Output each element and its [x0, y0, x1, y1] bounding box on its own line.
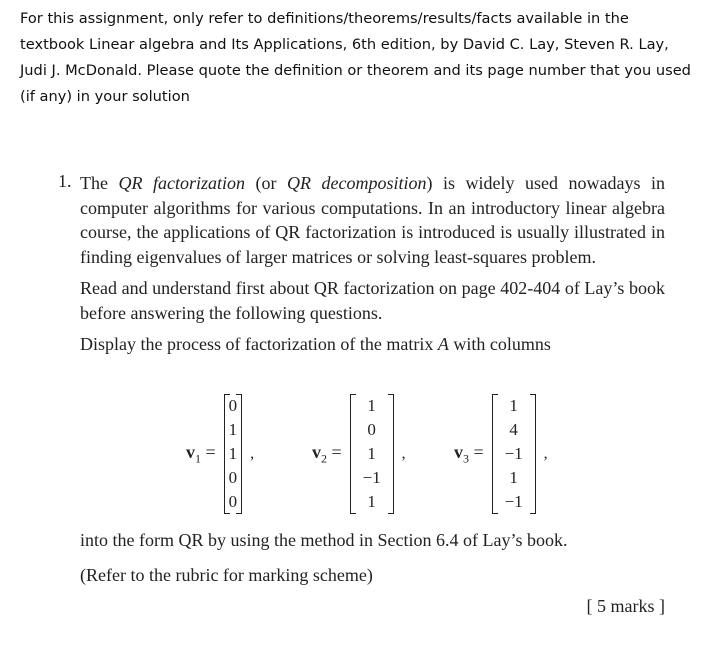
vector-entry: 0	[228, 492, 238, 511]
matrix-variable: A	[437, 334, 449, 354]
factorization-instruction: into the form QR by using the method in Section 6.4 of Lay’s book.	[80, 530, 568, 550]
vector-entry: 0	[228, 468, 238, 487]
question-body	[80, 171, 665, 357]
vector-entry: 1	[228, 420, 238, 439]
vector-bracket	[350, 394, 394, 514]
separator: ,	[401, 445, 406, 462]
separator: ,	[543, 445, 548, 462]
vector-label: $v_2$ =	[312, 441, 342, 466]
rubric-note: (Refer to the rubric for marking scheme)	[80, 565, 373, 585]
vector-entry: 0	[367, 420, 376, 439]
question-number: 1.	[58, 171, 72, 191]
vector-entry: 4	[509, 420, 518, 439]
vector-entry: −1	[504, 444, 523, 463]
qr-factorization-term: QR factorization	[118, 173, 246, 193]
question-paragraph-task: Display the process of factorization of the matrix A with columns	[80, 334, 551, 354]
vector-entry: 1	[367, 492, 376, 511]
vector-bracket	[224, 394, 243, 514]
vector-v2	[312, 393, 406, 515]
vector-entry: −1	[362, 468, 381, 487]
assignment-instructions: For this assignment, only refer to definitions/theorems/results/facts available in the textbook Linear algebra and Its Applications, 6th edition, by David C. Lay, Steven R. Lay, Judi J. McDonald. Please quote the definition or theorem and its page number that you used (if any) in your solution	[20, 10, 691, 105]
vector-label: $v_3$ =	[454, 441, 484, 466]
vector-entry: 1	[509, 468, 518, 487]
vector-v3	[454, 393, 548, 515]
separator: ,	[250, 445, 255, 462]
vector-entry: 1	[367, 396, 376, 415]
vector-bracket	[492, 394, 536, 514]
column-vectors	[186, 393, 586, 515]
marks-badge: [ 5 marks ]	[586, 596, 665, 616]
qr-decomposition-term: QR decomposition	[287, 173, 427, 193]
vector-entry: 1	[509, 396, 518, 415]
vector-entry: 1	[228, 444, 238, 463]
question-paragraph-reading: Read and understand first about QR factorization on page 402-404 of Lay’s book before answering the following questions.	[80, 278, 665, 323]
question-paragraph-intro: The QR factorization (or QR decomposition) is widely used nowadays in computer algorithms for various computations. In an introductory linear algebra course, the applications of QR factorization is introduced is usually illustrated in finding eigenvalues of larger matrices or solving least-squares problem.	[80, 173, 666, 267]
vector-label: $v_1$ =	[186, 441, 216, 466]
vector-entry: 1	[367, 444, 376, 463]
vector-entry: 0	[228, 396, 238, 415]
vector-entry: −1	[504, 492, 523, 511]
vector-v1	[186, 393, 254, 515]
